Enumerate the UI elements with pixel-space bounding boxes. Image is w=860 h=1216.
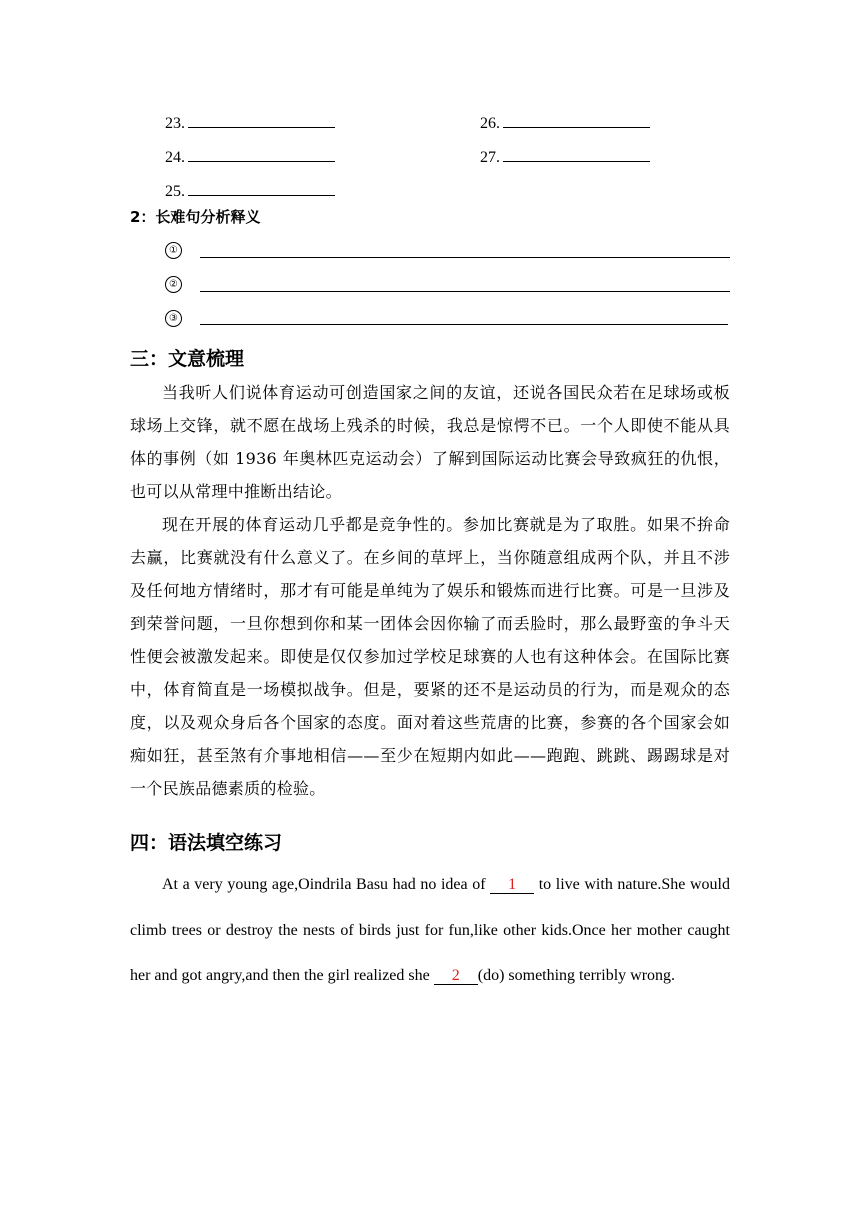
section-3-title: 三：文意梳理 — [130, 348, 245, 370]
paragraph-1: 当我听人们说体育运动可创造国家之间的友谊，还说各国民众若在足球场或板球场上交锋，就不愿在战场上残杀的时候，我总是惊愕不已。一个人即使不能从具体的事例（如 1936 年奥林匹克运动会）了解到国际运动比赛会导致疯狂的仇恨，也可以从常理中推断出结论。 — [130, 383, 730, 501]
circled-number-1: ① — [165, 242, 182, 259]
gap-1[interactable]: 1 — [490, 877, 534, 894]
blank-line — [503, 113, 650, 128]
answer-blank-25 — [165, 181, 335, 202]
circled-number-2: ② — [165, 276, 182, 293]
passage-text: At a very young age,Oindrila Basu had no idea of — [162, 876, 491, 893]
section-2-title: 2：长难句分析释义 — [130, 208, 261, 226]
paragraph-2: 现在开展的体育运动几乎都是竞争性的。参加比赛就是为了取胜。如果不拚命去赢，比赛就没有什么意义了。在乡间的草坪上，当你随意组成两个队，并且不涉及任何地方情绪时，那才有可能是单纯为了娱乐和锻炼而进行比赛。可是一旦涉及到荣誉问题，一旦你想到你和某一团体会因你输了而丢脸时，那么最野蛮的争斗天性便会被激发起来。即使是仅仅参加过学校足球赛的人也有这种体会。在国际比赛中，体育简直是一场模拟战争。但是，要紧的还不是运动员的行为，而是观众的态度，以及观众身后各个国家的态度。面对着这些荒唐的比赛，参赛的各个国家会如痴如狂，甚至煞有介事地相信——至少在短期内如此——跑跑、跳跳、踢踢球是对一个民族品德素质的检验。 — [130, 515, 730, 798]
answer-blank-23 — [165, 113, 335, 134]
gap-2[interactable]: 2 — [434, 968, 478, 985]
passage-text: to live with nature.She would climb trees or destroy the nests of birds just for fun,like other kids.Once her mother caught her and got angry,and then the girl realized she — [130, 876, 731, 984]
section-4-title: 四：语法填空练习 — [130, 832, 283, 854]
grammar-passage — [130, 862, 730, 999]
blank-number: 24. — [165, 149, 185, 166]
blank-line — [503, 147, 650, 162]
answer-blank-26 — [480, 113, 650, 134]
answer-line-2 — [200, 291, 730, 292]
blank-number: 26. — [480, 115, 500, 132]
answer-blank-27 — [480, 147, 650, 168]
blank-number: 27. — [480, 149, 500, 166]
blank-number: 25. — [165, 183, 185, 200]
answer-line-1 — [200, 257, 730, 258]
blank-line — [188, 147, 335, 162]
passage-text: (do) something terribly wrong. — [477, 967, 676, 984]
blank-number: 23. — [165, 115, 185, 132]
answer-line-3 — [200, 324, 728, 325]
blank-line — [188, 113, 335, 128]
answer-blank-24 — [165, 147, 335, 168]
blank-line — [188, 181, 335, 196]
circled-number-3: ③ — [165, 310, 182, 327]
